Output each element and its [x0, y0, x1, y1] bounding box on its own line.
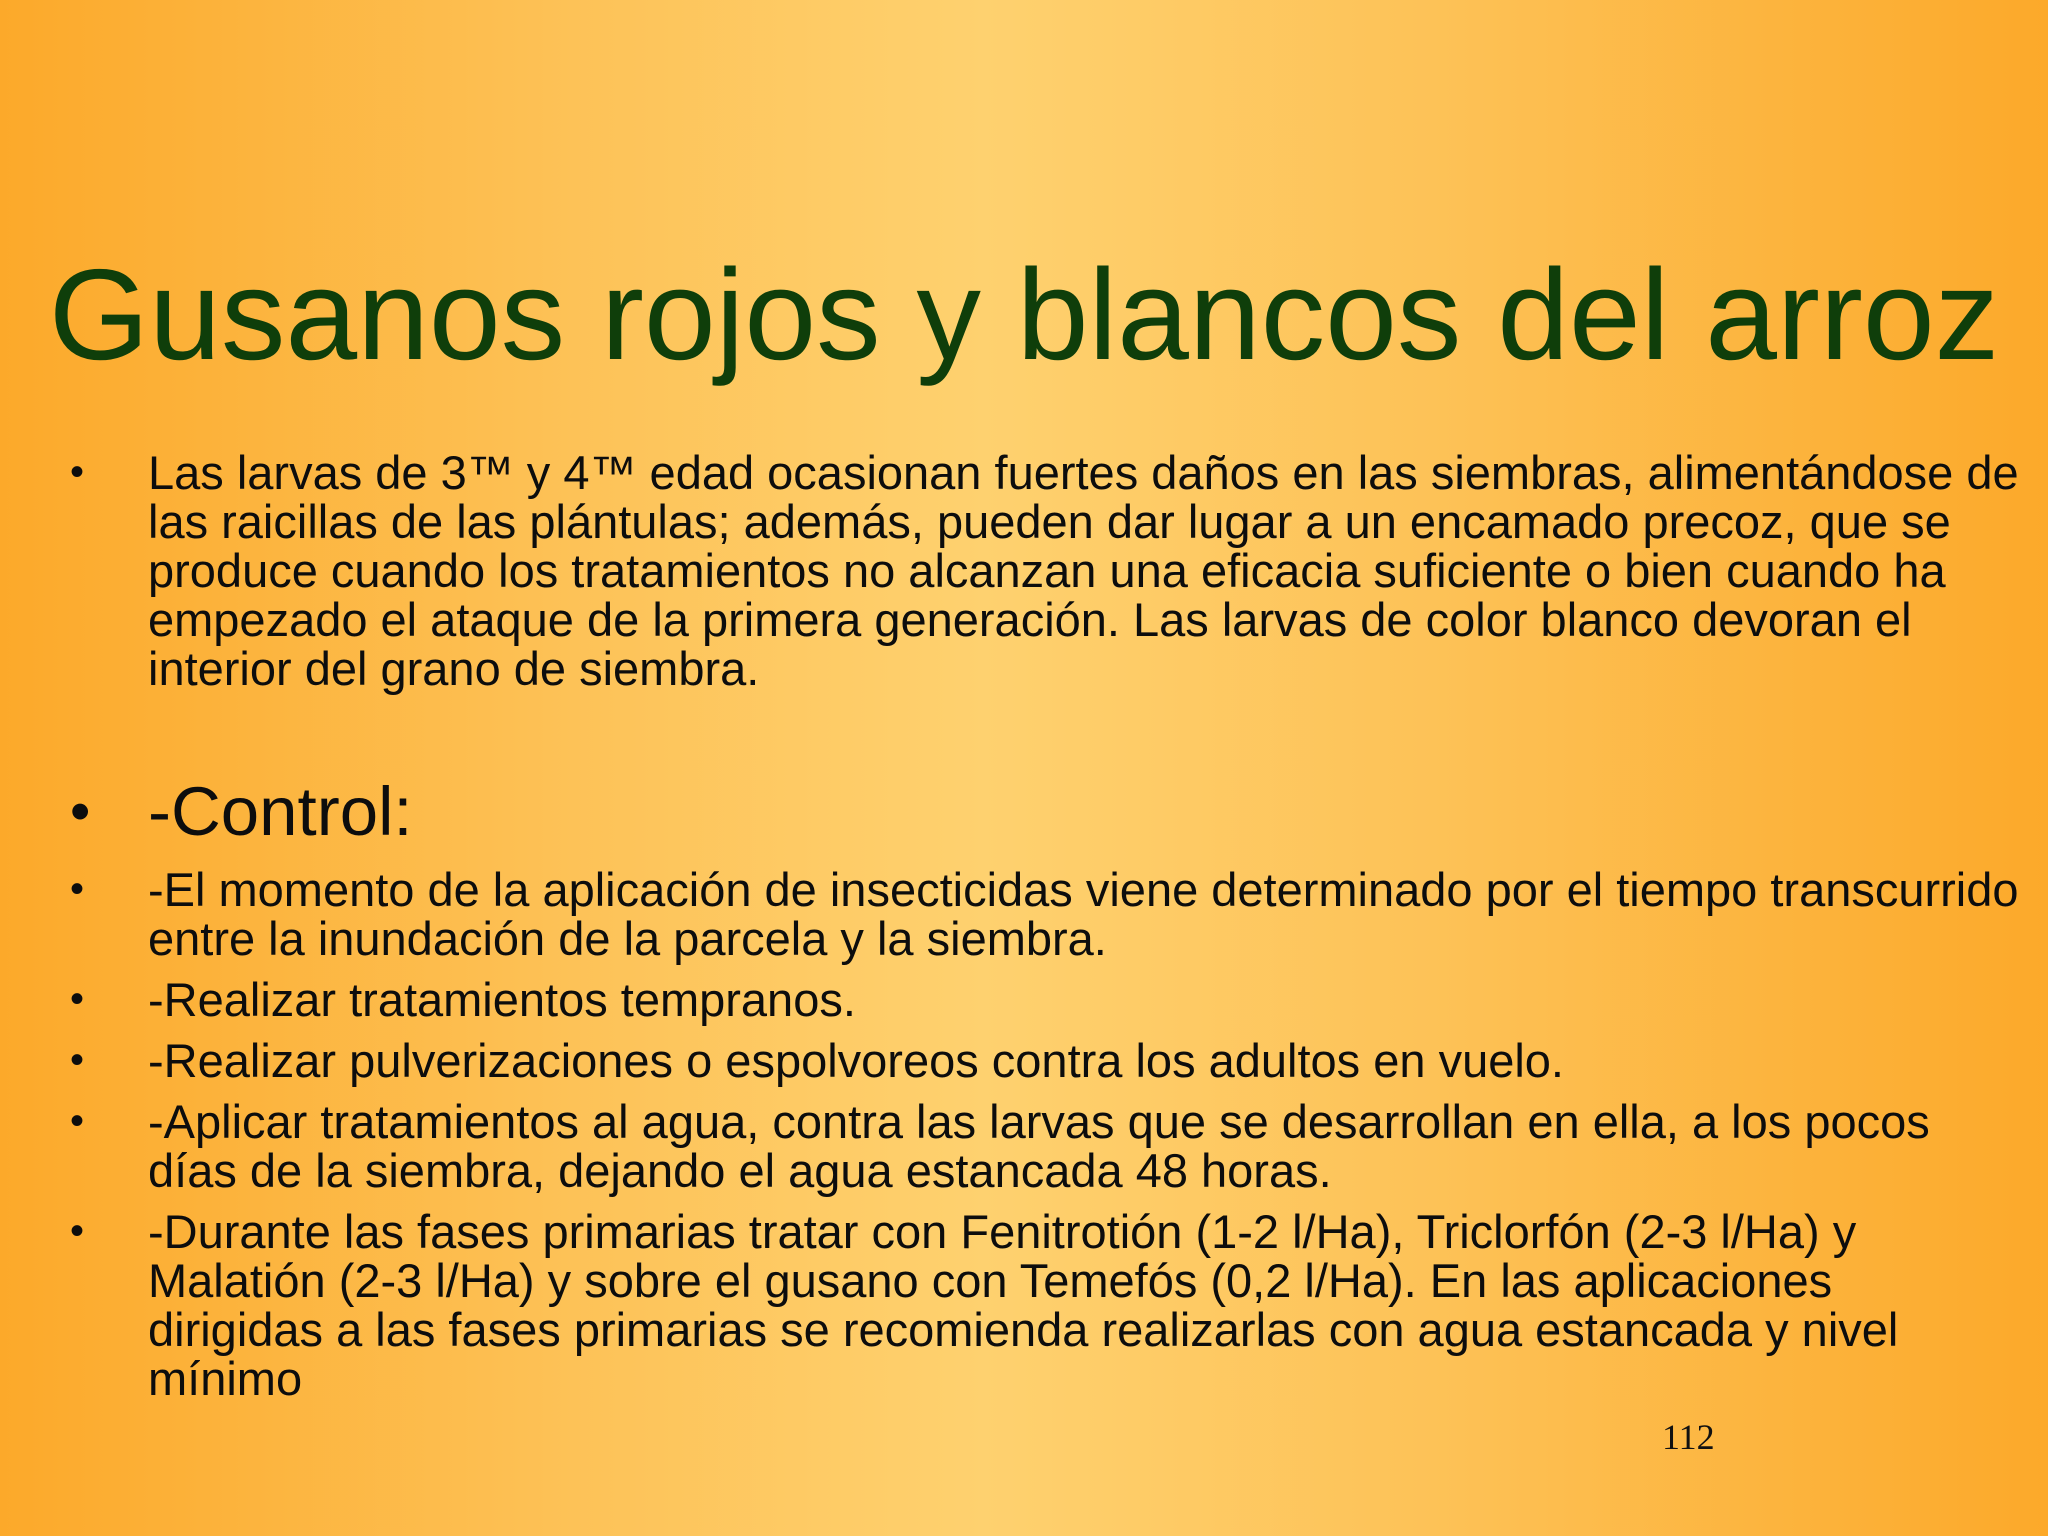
bullet-text: -Durante las fases primarias tratar con Fenitrotión (1-2 l/Ha), Triclorfón (2-3 l/Ha) y Malatión (2-3 l/Ha) y sobre el gusano con Temefós (0,2 l/Ha). En las aplicaciones dirigidas a las fases primarias se recomienda realizarlas con agua estancada y nivel mínimo: [148, 1205, 1899, 1405]
page-number: 112: [1662, 1417, 1715, 1457]
bullet-text: Las larvas de 3™ y 4™ edad ocasionan fuertes daños en las siembras, alimentándose de las raicillas de las plántulas; además, pueden dar lugar a un encamado precoz, que se produce cuando los tratamientos no alcanzan una eficacia suficiente o bien cuando ha empezado el ataque de la primera generación. Las larvas de color blanco devoran el interior del grano de siembra.: [148, 446, 2019, 695]
bullet-item-timing: [70, 865, 2020, 963]
bullet-text: -El momento de la aplicación de insecticidas viene determinado por el tiempo transcurrido entre la inundación de la parcela y la siembra.: [148, 863, 2019, 965]
bullet-icon: •: [70, 977, 85, 1021]
bullet-text: -Control:: [148, 773, 413, 850]
bullet-item-early-treatments: [70, 975, 2020, 1024]
bullet-icon: •: [70, 1038, 85, 1082]
bullet-icon: •: [70, 1099, 85, 1143]
bullet-icon: •: [70, 1209, 85, 1253]
bullet-item-spraying: [70, 1036, 2020, 1085]
bullet-text: -Aplicar tratamientos al agua, contra las larvas que se desarrollan en ella, a los pocos días de la siembra, dejando el agua estancada 48 horas.: [148, 1095, 1930, 1197]
bullet-list: [70, 448, 2020, 1403]
bullet-text: -Realizar pulverizaciones o espolvoreos contra los adultos en vuelo.: [148, 1034, 1564, 1087]
bullet-item-water-treatments: [70, 1097, 2020, 1195]
bullet-icon: •: [70, 867, 85, 911]
bullet-icon: •: [70, 450, 85, 494]
bullet-text: -Realizar tratamientos tempranos.: [148, 973, 856, 1026]
bullet-icon: •: [70, 779, 91, 844]
slide-title: Gusanos rojos y blancos del arroz: [48, 243, 2000, 387]
bullet-item-control-heading: [70, 771, 2020, 853]
bullet-item-products: [70, 1207, 2020, 1403]
bullet-item-description: [70, 448, 2020, 693]
